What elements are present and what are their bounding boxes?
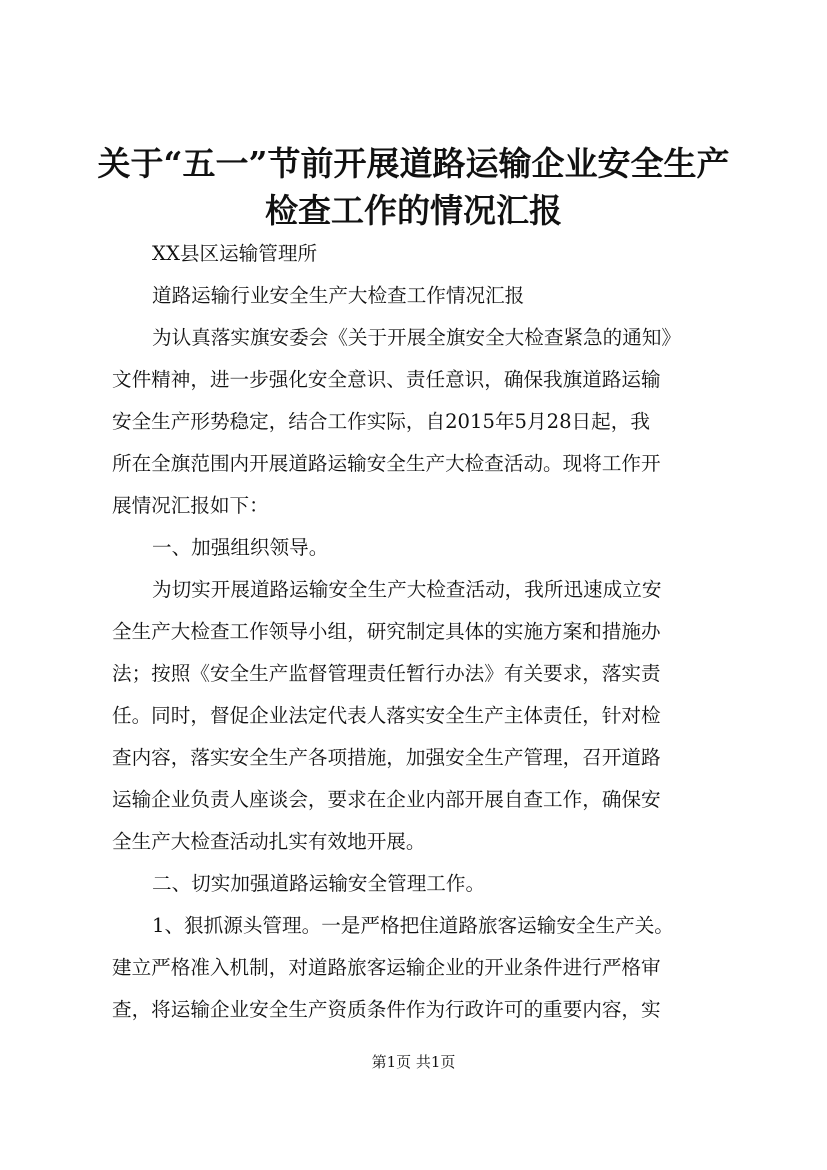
section-heading: 一、加强组织领导。 [152, 536, 329, 559]
body-line: 展情况汇报如下： [112, 494, 269, 517]
body-line: 全生产大检查工作领导小组，研究制定具体的实施方案和措施办 [112, 620, 661, 643]
body-line: 运输企业负责人座谈会，要求在企业内部开展自查工作，确保安 [112, 788, 661, 811]
body-line: 所在全旗范围内开展道路运输安全生产大检查活动。现将工作开 [112, 452, 661, 475]
body-line: 法；按照《安全生产监督管理责任暂行办法》有关要求，落实责 [112, 662, 661, 685]
title-line-2: 检查工作的情况汇报 [265, 191, 562, 230]
body-line: 为认真落实旗安委会《关于开展全旗安全大检查紧急的通知》 [152, 326, 682, 349]
document-title [60, 140, 767, 234]
body-line: XX县区运输管理所 [152, 242, 318, 265]
page-footer: 第1页 共1页 [371, 1053, 456, 1071]
body-line: 为切实开展道路运输安全生产大检查活动，我所迅速成立安 [152, 578, 662, 601]
body-line: 1、狠抓源头管理。一是严格把住道路旅客运输安全生产关。 [152, 914, 674, 937]
body-line: 全生产大检查活动扎实有效地开展。 [112, 830, 426, 853]
body-line: 建立严格准入机制，对道路旅客运输企业的开业条件进行严格审 [112, 956, 661, 979]
body-line: 安全生产形势稳定，结合工作实际，自2015年5月28日起，我 [112, 410, 650, 433]
body-line: 道路运输行业安全生产大检查工作情况汇报 [152, 284, 525, 307]
body-line: 任。同时，督促企业法定代表人落实安全生产主体责任，针对检 [112, 704, 661, 727]
body-line: 查内容，落实安全生产各项措施，加强安全生产管理，召开道路 [112, 746, 661, 769]
body-line: 文件精神，进一步强化安全意识、责任意识，确保我旗道路运输 [112, 368, 661, 391]
document-body [112, 233, 744, 1031]
body-line: 查，将运输企业安全生产资质条件作为行政许可的重要内容，实 [112, 998, 661, 1021]
section-heading: 二、切实加强道路运输安全管理工作。 [152, 872, 486, 895]
title-line-1: 关于“五一”节前开展道路运输企业安全生产 [97, 144, 730, 183]
